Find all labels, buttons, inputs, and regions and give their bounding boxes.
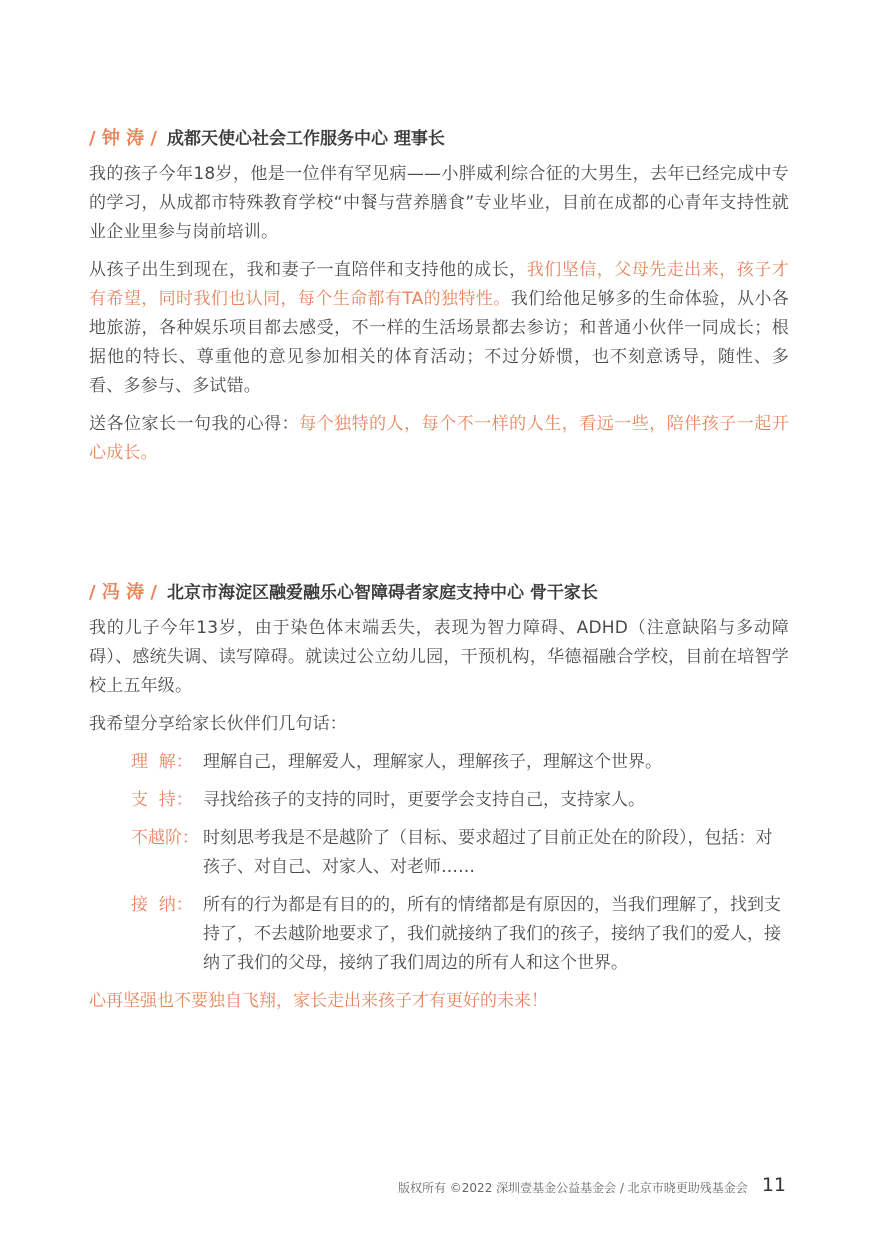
- author-name: / 冯 涛 /: [89, 582, 157, 603]
- advice-text: 寻找给孩子的支持的同时，更要学会支持自己，支持家人。: [203, 790, 645, 810]
- advice-text: 时刻思考我是不是越阶了（目标、要求超过了目前正处在的阶段），包括：对孩子、对自己、对家人、对老师……: [203, 828, 773, 877]
- author-organization: 成都天使心社会工作服务中心 理事长: [166, 129, 445, 149]
- paragraph: [89, 256, 789, 401]
- advice-text: 理解自己，理解爱人，理解家人，理解孩子，理解这个世界。: [203, 752, 662, 772]
- author-name: / 钟 涛 /: [89, 128, 157, 149]
- advice-item: [89, 891, 789, 978]
- paragraph-text: 我们给他足够多的生命体验，从小各地旅游，各种娱乐项目都去感受，不一样的生活场景都去参访；和普通小伙伴一同成长；根据他的特长、尊重他的意见参加相关的体育活动；不过分娇惯，也不刻意诱导，随性、多看、多参与、多试错。: [89, 289, 789, 396]
- highlighted-text: 我们坚信，父母先走出来，孩子才有希望，同时我们也认同，每个生命都有TA的独特性。: [89, 260, 790, 309]
- paragraph: [89, 410, 789, 468]
- advice-label: 不越阶：: [131, 828, 199, 848]
- paragraph-text: 从孩子出生到现在，我和妻子一直陪伴和支持他的成长，: [89, 260, 527, 280]
- paragraph: 我希望分享给家长伙伴们几句话：: [89, 714, 347, 734]
- profile-section-feng-tao: [89, 578, 789, 1016]
- closing-statement: 心再坚强也不要独自飞翔，家长走出来孩子才有更好的未来！: [89, 991, 548, 1011]
- advice-text: 所有的行为都是有目的的，所有的情绪都是有原因的，当我们理解了，找到支持了，不去越阶地要求了，我们就接纳了我们的孩子，接纳了我们的爱人，接纳了我们的父母，接纳了我们周边的所有人和这个世界。: [203, 895, 781, 973]
- page-footer: [398, 1170, 786, 1196]
- advice-item: [89, 786, 789, 815]
- section-heading: [89, 578, 789, 608]
- advice-label: 支 持：: [131, 790, 193, 810]
- advice-item: [89, 824, 789, 882]
- page-number: 11: [761, 1174, 786, 1196]
- advice-item: [89, 748, 789, 777]
- author-organization: 北京市海淀区融爱融乐心智障碍者家庭支持中心 骨干家长: [166, 583, 598, 603]
- advice-label: 理 解：: [131, 752, 193, 772]
- paragraph: 我的儿子今年13岁，由于染色体末端丢失，表现为智力障碍、ADHD（注意缺陷与多动障碍）、感统失调、读写障碍。就读过公立幼儿园，干预机构，华德福融合学校，目前在培智学校上五年级。: [89, 618, 789, 696]
- paragraph-text: 送各位家长一句我的心得：: [89, 414, 300, 434]
- advice-label: 接 纳：: [131, 895, 193, 915]
- copyright-text: 版权所有 ©2022 深圳壹基金公益基金会 / 北京市晓更助残基金会: [397, 1181, 748, 1195]
- section-heading: [89, 124, 789, 154]
- paragraph: 我的孩子今年18岁，他是一位伴有罕见病——小胖威利综合征的大男生，去年已经完成中专的学习，从成都市特殊教育学校“中餐与营养膳食”专业毕业，目前在成都的心青年支持性就业企业里参与岗前培训。: [89, 164, 789, 242]
- profile-section-zhong-tao: [89, 124, 789, 477]
- highlighted-text: 每个独特的人，每个不一样的人生，看远一些，陪伴孩子一起开心成长。: [89, 414, 789, 463]
